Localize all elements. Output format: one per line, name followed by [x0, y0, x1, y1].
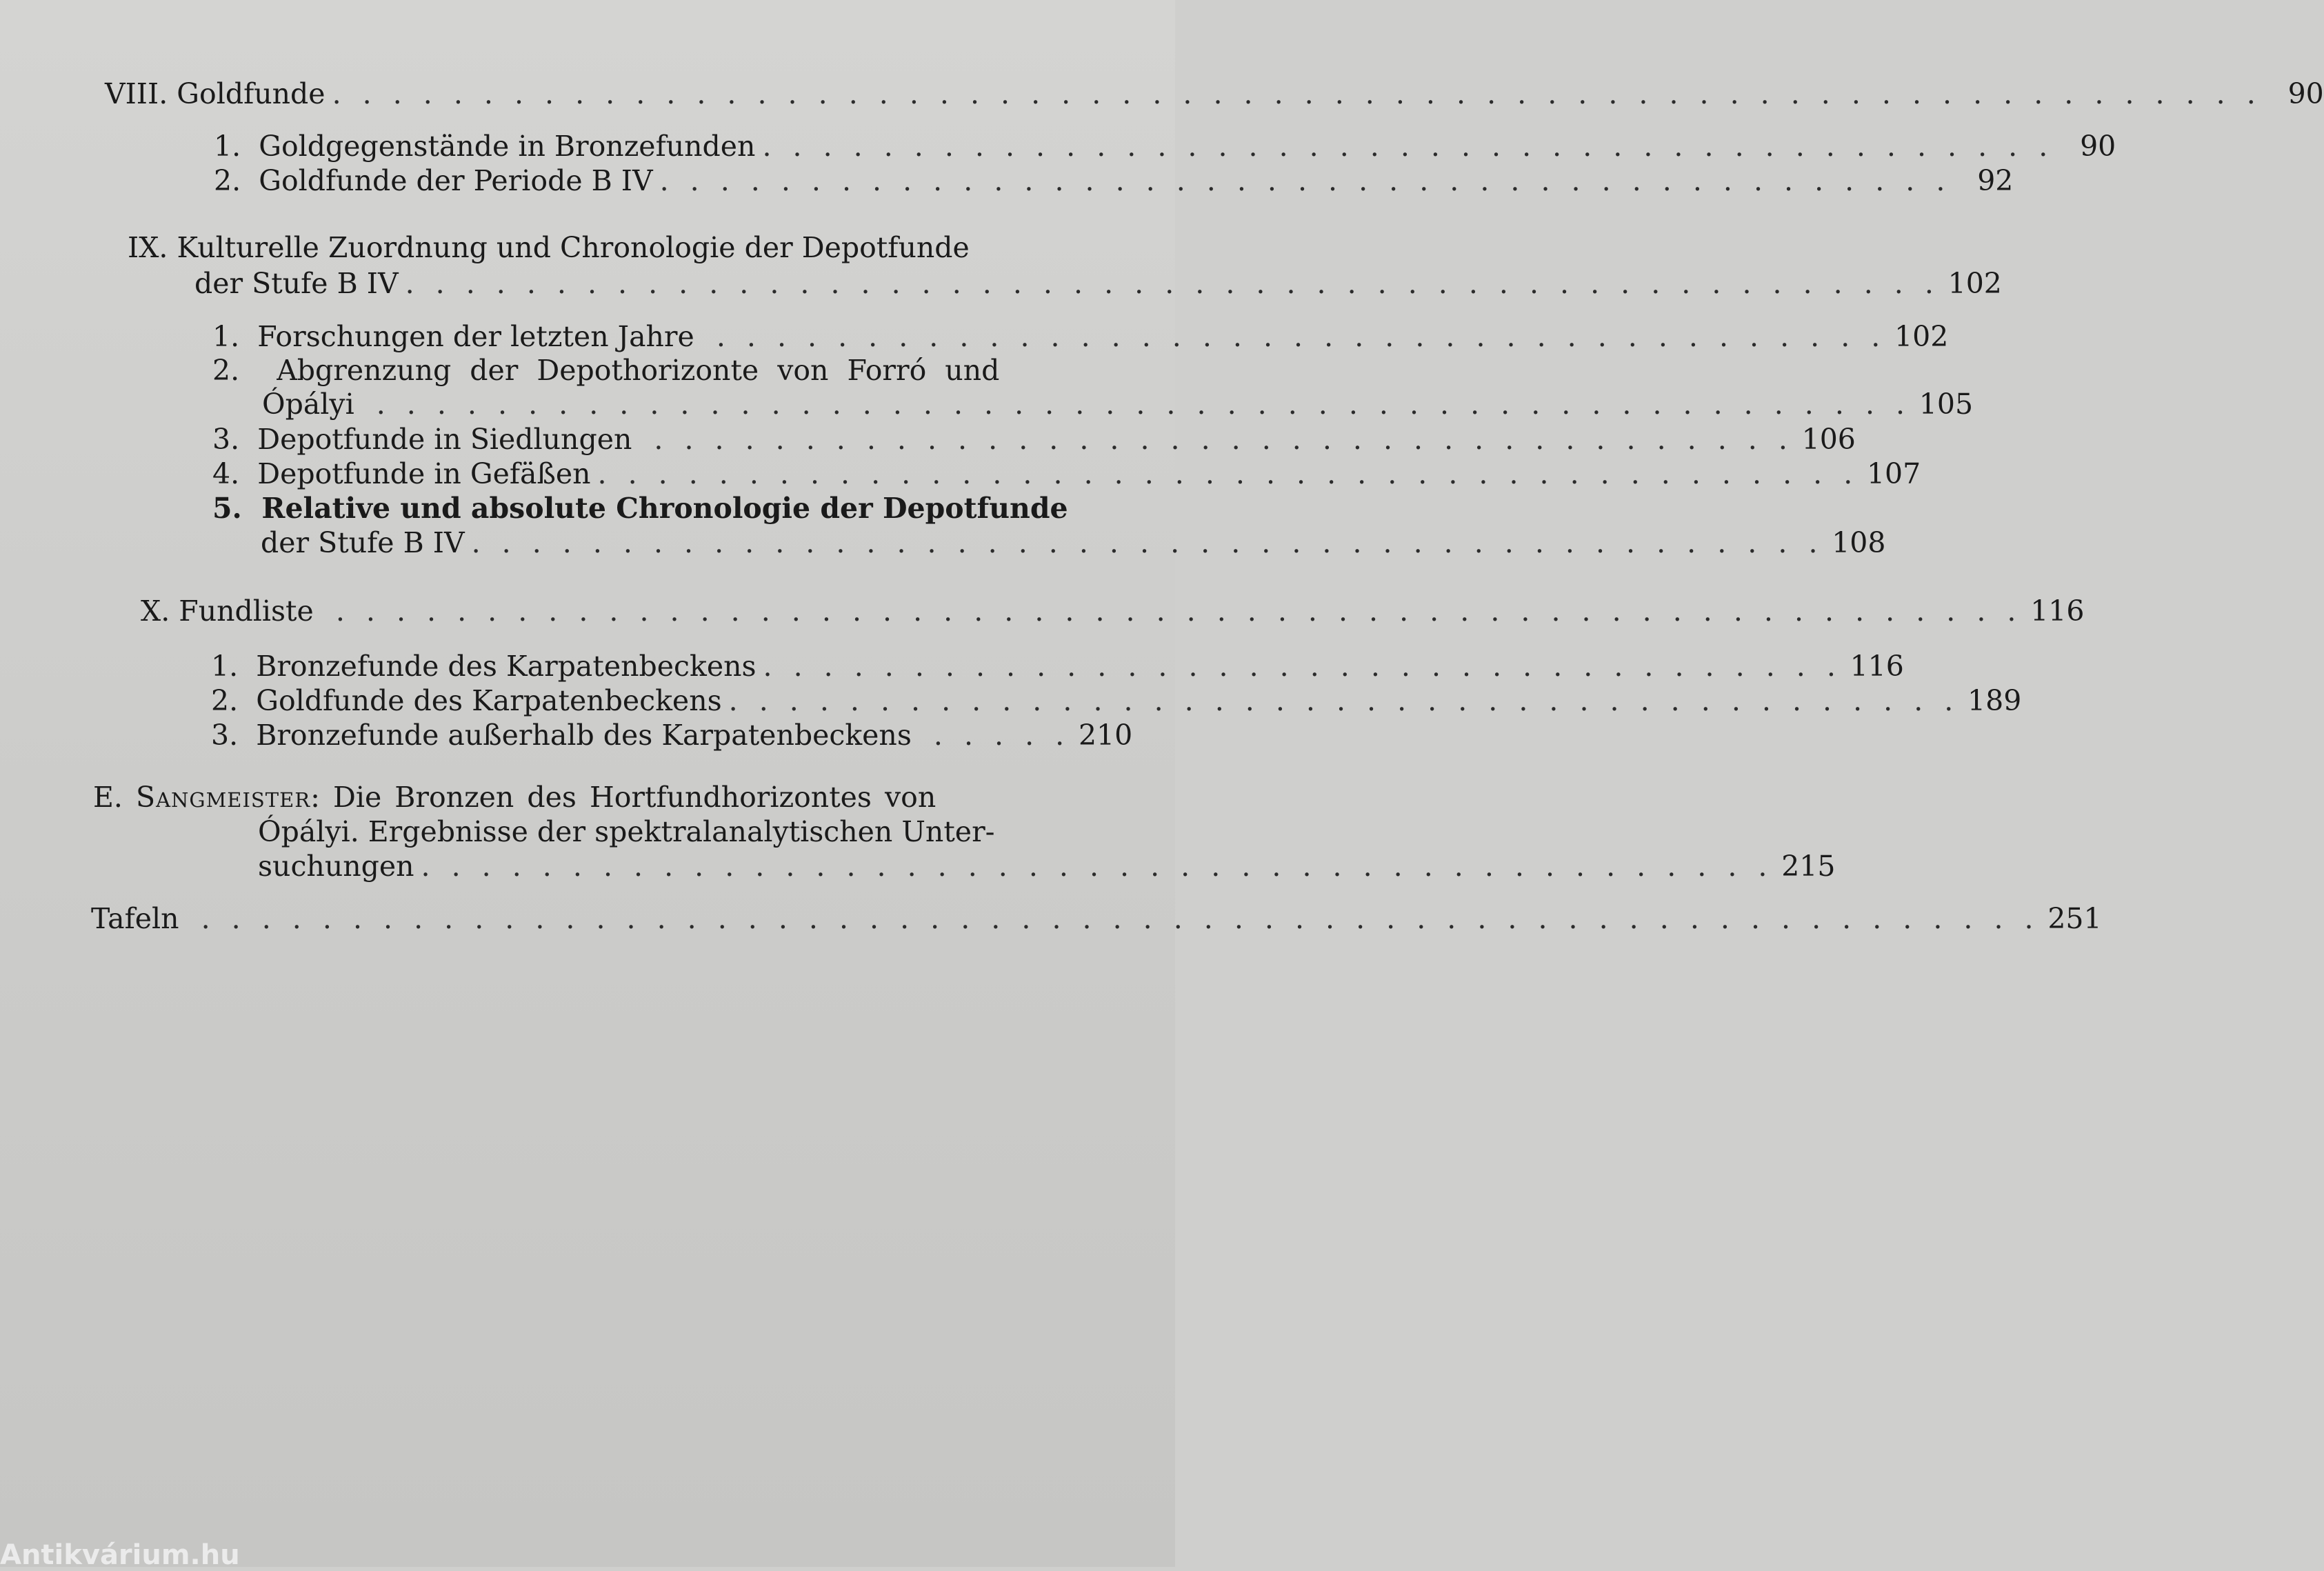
section-title: Bronzefunde außerhalb des Karpatenbeckens: [256, 719, 912, 752]
section-title-continued: der Stufe B IV: [261, 526, 465, 559]
dot-leader: . . . . . . . . . . . . . . . . . . . . . . . . . . . . . . . . . . . . . . . . . . . . . . . . . . . . . . . . . . . . .: [186, 902, 2040, 935]
section-title: Goldfunde der Periode B IV: [259, 164, 653, 197]
dot-leader: . . . . . . . . . . . . . . . . . . . . . . . . . . . . . . . . . . . . . . . . . . . . . . . . . . . . . . . .: [320, 594, 2023, 628]
page-number: 189: [1967, 684, 2022, 717]
author-initial: E.: [93, 781, 123, 814]
toc-entry-9-2-line2: [262, 386, 1974, 422]
dot-leader: . . . . . . . . . . . . . . . . . . . . . . . . . . . . . . . . . . . . . . . . .: [728, 684, 1960, 717]
toc-entry-appendix-line1: [93, 779, 936, 815]
toc-entry-9-3: [212, 421, 1856, 457]
section-number: 3.: [211, 719, 239, 752]
toc-entry-9-4: [212, 456, 1921, 492]
toc-entry-9-5-line2: [261, 525, 1886, 561]
section-number: 1.: [211, 650, 239, 683]
dot-leader: . . . . . . . . . . . . . . . . . . . . . . . . . . . . . . . . . . . . . . . . . .: [597, 457, 1859, 490]
page-number: 116: [2030, 594, 2085, 628]
toc-entry-9-1: [212, 319, 1949, 354]
page-number: 90: [2080, 130, 2116, 163]
chapter-number: VIII.: [105, 77, 168, 110]
toc-entry-appendix-line2: [258, 814, 995, 850]
section-number: 2.: [211, 684, 239, 717]
dot-leader: . . . . . . . . . . . . . . . . . . . . . . . . . . . . . . . . . . . . . . . . . . . . .: [421, 850, 1774, 883]
dot-leader: . . . . . . . . . . . . . . . . . . . . . . . . . . . . . . . . . . . . . . .: [701, 320, 1887, 353]
toc-entry-8-1: [214, 128, 2116, 164]
dot-leader: . . . . . . . . . . . . . . . . . . . . . . . . . . . . . . . . . . . . . . . . . . . . .: [471, 526, 1824, 559]
page-number: 102: [1894, 320, 1949, 353]
section-number: 1.: [212, 320, 240, 353]
chapter-title: Fundliste: [179, 594, 314, 628]
toc-entry-8-2: [214, 163, 2014, 199]
page-number: 108: [1832, 526, 1886, 559]
watermark: Antikvárium.hu: [0, 1539, 240, 1571]
section-number: 3.: [212, 423, 240, 456]
page-number: 107: [1866, 457, 1921, 490]
page-number: 92: [1977, 164, 2014, 197]
dot-leader: . . . . . . . . . . . . . . . . . . . . . . . . . . . . . . . . . . . . . . . . . . .: [762, 130, 2054, 163]
toc-entry-appendix-line3: [258, 848, 1836, 884]
toc-entry-10-3: [211, 717, 1133, 753]
toc-entry-9-2-line1: [212, 352, 999, 388]
toc-entry-chapter-9-line2: [194, 266, 2002, 301]
dot-leader: . . . . .: [918, 719, 1071, 752]
toc-entry-10-2: [211, 683, 2022, 719]
page-number: 102: [1947, 267, 2002, 300]
section-number: 4.: [212, 457, 240, 490]
chapter-number: IX.: [128, 231, 168, 264]
toc-entry-chapter-9-line1: [128, 230, 970, 266]
dot-leader: . . . . . . . . . . . . . . . . . . . . . . . . . . . . . . . . . . . .: [763, 650, 1842, 683]
plates-title: Tafeln: [91, 902, 179, 935]
page-number: 116: [1850, 650, 1904, 683]
page-number: 210: [1078, 719, 1133, 752]
dot-leader: . . . . . . . . . . . . . . . . . . . . . . . . . . . . . . . . . . . . . .: [639, 423, 1794, 456]
section-number: 5.: [212, 492, 242, 525]
chapter-title-continued: der Stufe B IV: [194, 267, 399, 300]
toc-entry-plates: [91, 901, 2102, 937]
section-number: 2.: [212, 354, 240, 387]
appendix-title-continued: Ópályi. Ergebnisse der spektralanalytischen Unter-: [258, 815, 995, 848]
section-title: Depotfunde in Siedlungen: [257, 423, 632, 456]
chapter-number: X.: [141, 594, 170, 628]
section-title: Forschungen der letzten Jahre: [257, 320, 694, 353]
chapter-title: Goldfunde: [177, 77, 325, 110]
toc-entry-chapter-8: [105, 76, 2324, 112]
page-number: 215: [1781, 850, 1836, 883]
section-number: 1.: [214, 130, 241, 163]
dot-leader: . . . . . . . . . . . . . . . . . . . . . . . . . . . . . . . . . . . . . . . . . . . . . . . . . . .: [361, 388, 1912, 421]
dot-leader: . . . . . . . . . . . . . . . . . . . . . . . . . . . . . . . . . . . . . . . . . . . . . . . . . . .: [405, 267, 1940, 300]
section-number: 2.: [214, 164, 241, 197]
toc-entry-10-1: [211, 648, 1904, 684]
page-number: 105: [1919, 388, 1974, 421]
section-title: Relative und absolute Chronologie der Depotfunde: [261, 492, 1068, 525]
toc-entry-9-5-line1: [212, 490, 1068, 526]
dot-leader: . . . . . . . . . . . . . . . . . . . . . . . . . . . . . . . . . . . . . . . . . . . . . . . . . . . . . . . . . . . . . . . .: [332, 77, 2262, 110]
toc-entry-chapter-10: [141, 593, 2085, 629]
author-name: Sangmeister: [136, 781, 311, 814]
section-title: Abgrenzung der Depothorizonte von Forró und: [277, 354, 1000, 387]
section-title-continued: Ópályi: [262, 388, 354, 421]
dot-leader: . . . . . . . . . . . . . . . . . . . . . . . . . . . . . . . . . . . . . . . . . . .: [659, 164, 1952, 197]
chapter-title: Kulturelle Zuordnung und Chronologie der Depotfunde: [177, 231, 970, 264]
page-number: 106: [1801, 423, 1856, 456]
section-title: Depotfunde in Gefäßen: [257, 457, 591, 490]
page-number: 90: [2287, 77, 2324, 110]
appendix-title-end: suchungen: [258, 850, 414, 883]
section-title: Bronzefunde des Karpatenbeckens: [256, 650, 757, 683]
section-title: Goldfunde des Karpatenbeckens: [256, 684, 722, 717]
page-number: 251: [2047, 902, 2102, 935]
section-title: Goldgegenstände in Bronzefunden: [259, 130, 756, 163]
appendix-title: : Die Bronzen des Hortfundhorizontes von: [310, 781, 936, 814]
